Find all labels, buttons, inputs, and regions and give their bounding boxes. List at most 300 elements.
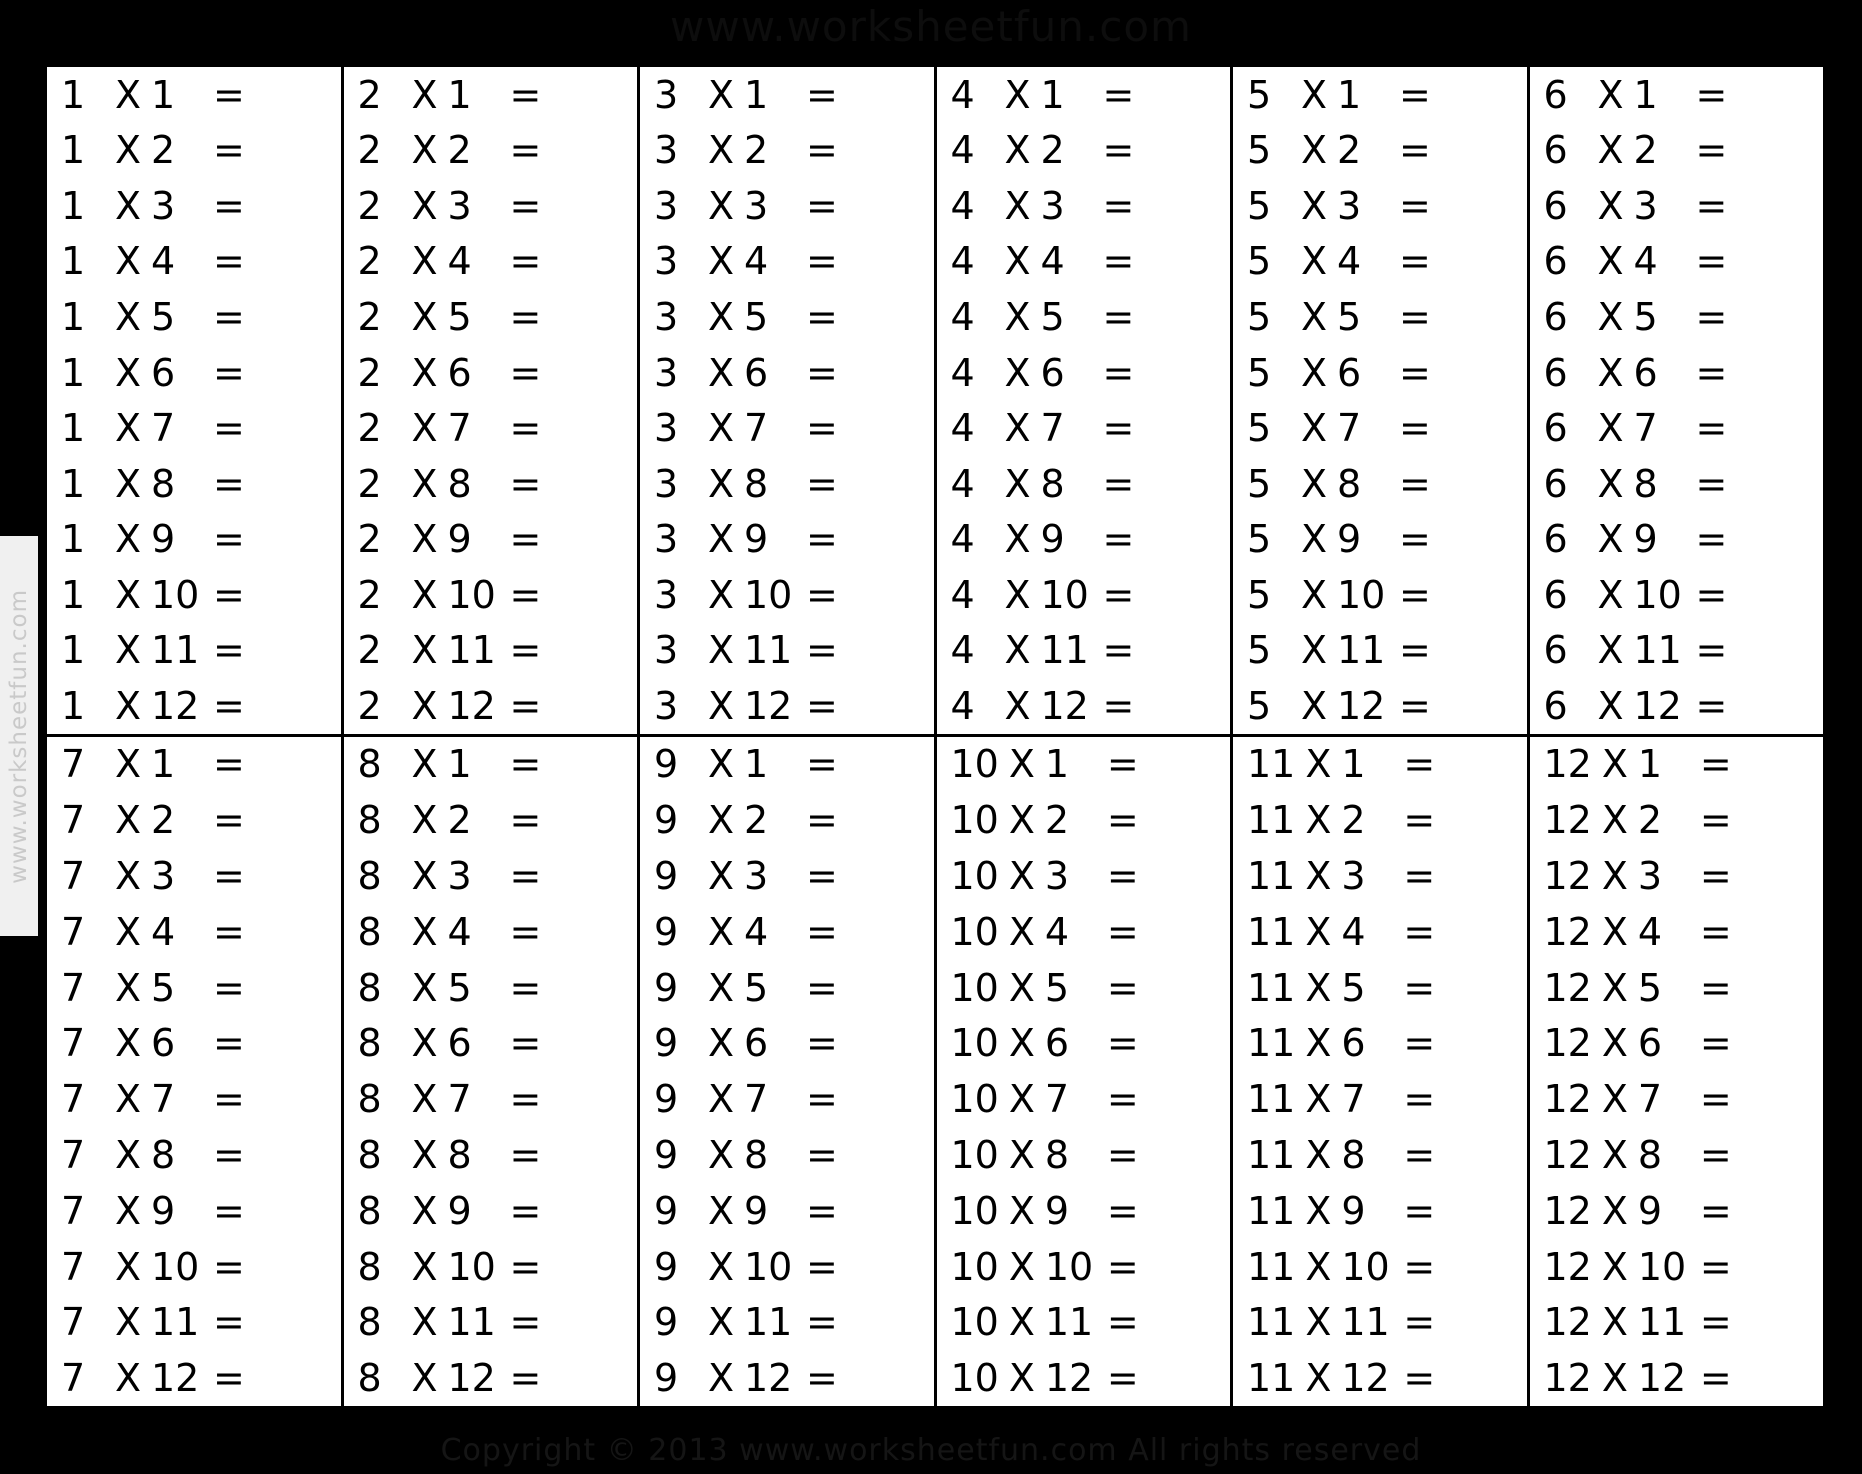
problem-row[interactable] [1530, 511, 1824, 567]
equals-sign: = [213, 572, 245, 617]
problem-row[interactable] [1233, 345, 1527, 401]
multiplier: 12 [1633, 683, 1682, 728]
multiply-operator: X [411, 128, 438, 173]
multiplicand: 12 [1543, 853, 1592, 898]
multiplier: 9 [1637, 1188, 1663, 1233]
problem-row[interactable] [640, 511, 934, 567]
multiplicand: 11 [1247, 742, 1296, 787]
problem-row[interactable] [640, 289, 934, 345]
multiplicand: 12 [1543, 1300, 1592, 1345]
multiplicand: 3 [654, 239, 679, 284]
multiplier: 8 [744, 1132, 769, 1177]
multiplier: 8 [1337, 461, 1362, 506]
multiplicand: 4 [950, 406, 975, 451]
problem-row[interactable] [640, 1183, 934, 1239]
problem-row[interactable] [640, 1239, 934, 1295]
multiplier: 8 [744, 461, 769, 506]
problem-row[interactable] [937, 737, 1231, 793]
problem-row[interactable] [937, 567, 1231, 623]
multiply-operator: X [1008, 1132, 1035, 1177]
problem-row[interactable] [47, 1239, 341, 1295]
multiplier: 4 [1633, 239, 1658, 284]
multiplier: 1 [744, 742, 769, 787]
problem-row[interactable] [344, 1127, 638, 1183]
multiplicand: 8 [357, 1300, 382, 1345]
problem-row[interactable] [47, 848, 341, 904]
problem-row[interactable] [937, 960, 1231, 1016]
multiplicand: 4 [950, 239, 975, 284]
multiply-operator: X [1597, 572, 1624, 617]
problem-row[interactable] [640, 1350, 934, 1406]
equals-sign: = [1399, 406, 1431, 451]
problem-row[interactable] [47, 289, 341, 345]
problem-row[interactable] [937, 289, 1231, 345]
multiplier: 6 [151, 1021, 176, 1066]
problem-row[interactable] [1530, 904, 1824, 960]
multiplicand: 3 [654, 628, 679, 673]
equals-sign: = [806, 406, 838, 451]
problem-row[interactable] [47, 960, 341, 1016]
multiply-operator: X [114, 239, 142, 284]
multiply-operator: X [1305, 1132, 1332, 1177]
equals-sign: = [806, 572, 838, 617]
problem-row[interactable] [47, 1183, 341, 1239]
multiply-operator: X [114, 517, 142, 562]
problem-row[interactable] [47, 345, 341, 401]
multiplier: 6 [744, 1021, 769, 1066]
problem-row[interactable] [344, 1071, 638, 1127]
multiplier: 6 [447, 1021, 472, 1066]
problem-row[interactable] [47, 178, 341, 234]
problem-row[interactable] [1233, 904, 1527, 960]
multiplicand: 3 [654, 683, 679, 728]
problem-row[interactable] [344, 234, 638, 290]
problem-row[interactable] [640, 678, 934, 734]
equals-sign: = [1699, 1244, 1732, 1289]
multiplicand: 2 [357, 572, 382, 617]
problem-row[interactable] [344, 511, 638, 567]
problem-row[interactable] [1530, 848, 1824, 904]
multiplicand: 8 [357, 853, 382, 898]
problem-row[interactable] [344, 123, 638, 179]
multiplicand: 5 [1247, 517, 1272, 562]
multiplicand: 6 [1543, 683, 1568, 728]
problem-row[interactable] [47, 792, 341, 848]
problem-row[interactable] [937, 1183, 1231, 1239]
multiplier: 5 [1040, 294, 1065, 339]
problem-row[interactable] [937, 1127, 1231, 1183]
problem-row[interactable] [344, 1294, 638, 1350]
problem-row[interactable] [937, 1294, 1231, 1350]
multiplicand: 10 [950, 965, 999, 1010]
problem-row[interactable] [1530, 1239, 1824, 1295]
problem-row[interactable] [640, 904, 934, 960]
problem-row[interactable] [47, 400, 341, 456]
multiplicand: 6 [1543, 628, 1568, 673]
multiply-operator: X [1300, 628, 1328, 673]
problem-row[interactable] [1233, 1294, 1527, 1350]
equals-sign: = [1399, 683, 1431, 728]
problem-row[interactable] [344, 792, 638, 848]
multiplier: 4 [447, 909, 472, 954]
problem-row[interactable] [344, 678, 638, 734]
problem-row[interactable] [47, 622, 341, 678]
multiplicand: 10 [950, 1021, 999, 1066]
problem-row[interactable] [640, 345, 934, 401]
problem-row[interactable] [47, 1350, 341, 1406]
multiplier: 7 [744, 1077, 769, 1122]
problem-row[interactable] [1233, 1183, 1527, 1239]
equals-sign: = [509, 183, 542, 228]
equals-sign: = [213, 798, 245, 843]
problem-row[interactable] [1233, 123, 1527, 179]
multiply-operator: X [1601, 798, 1628, 843]
multiplier: 2 [447, 798, 472, 843]
problem-row[interactable] [937, 345, 1231, 401]
multiplicand: 6 [1543, 406, 1568, 451]
multiplicand: 8 [357, 742, 382, 787]
multiplicand: 1 [61, 350, 86, 395]
multiply-operator: X [1008, 742, 1035, 787]
multiply-operator: X [1601, 1244, 1628, 1289]
problem-row[interactable] [937, 1239, 1231, 1295]
multiply-operator: X [707, 1300, 735, 1345]
multiplier: 5 [1337, 294, 1362, 339]
problem-row[interactable] [1530, 792, 1824, 848]
equals-sign: = [1695, 461, 1728, 506]
multiplicand: 12 [1543, 1356, 1592, 1401]
multiply-operator: X [707, 1021, 735, 1066]
problem-row[interactable] [1233, 1239, 1527, 1295]
multiplier: 5 [1633, 294, 1658, 339]
problem-row[interactable] [1233, 1350, 1527, 1406]
problem-row[interactable] [937, 67, 1231, 123]
problem-row[interactable] [1233, 567, 1527, 623]
equals-sign: = [1699, 1021, 1732, 1066]
multiply-operator: X [707, 72, 735, 117]
multiply-operator: X [114, 909, 142, 954]
problem-row[interactable] [937, 511, 1231, 567]
problem-row[interactable] [344, 567, 638, 623]
problem-row[interactable] [1530, 1015, 1824, 1071]
multiplicand: 4 [950, 128, 975, 173]
problem-row[interactable] [1530, 1350, 1824, 1406]
problem-row[interactable] [344, 289, 638, 345]
multiplicand: 5 [1247, 183, 1272, 228]
problem-row[interactable] [937, 848, 1231, 904]
multiplicand: 9 [654, 1021, 679, 1066]
multiply-operator: X [707, 294, 735, 339]
problem-row[interactable] [640, 960, 934, 1016]
problem-row[interactable] [344, 1239, 638, 1295]
multiply-operator: X [114, 461, 142, 506]
equals-sign: = [1106, 1300, 1139, 1345]
equals-sign: = [1695, 183, 1728, 228]
multiply-operator: X [1300, 572, 1328, 617]
problem-row[interactable] [1530, 960, 1824, 1016]
problem-row[interactable] [1530, 678, 1824, 734]
problem-row[interactable] [640, 456, 934, 512]
problem-row[interactable] [47, 1015, 341, 1071]
problem-row[interactable] [640, 67, 934, 123]
multiply-operator: X [1300, 183, 1328, 228]
multiplicand: 3 [654, 183, 679, 228]
equals-sign: = [1399, 517, 1431, 562]
multiplier: 11 [1341, 1300, 1390, 1345]
multiply-operator: X [1300, 517, 1328, 562]
problem-row[interactable] [1233, 622, 1527, 678]
multiplicand: 1 [61, 572, 86, 617]
problem-row[interactable] [640, 1015, 934, 1071]
multiplier: 2 [1341, 798, 1366, 843]
multiply-operator: X [1305, 1356, 1332, 1401]
problem-row[interactable] [47, 511, 341, 567]
problem-row[interactable] [640, 234, 934, 290]
problem-row[interactable] [1233, 234, 1527, 290]
problem-row[interactable] [1233, 456, 1527, 512]
problem-row[interactable] [1530, 234, 1824, 290]
equals-sign: = [806, 1244, 838, 1289]
problem-row[interactable] [47, 904, 341, 960]
multiplier: 1 [1341, 742, 1366, 787]
equals-sign: = [1699, 1188, 1732, 1233]
equals-sign: = [1699, 742, 1732, 787]
multiplier: 9 [744, 517, 769, 562]
equals-sign: = [509, 909, 542, 954]
problem-row[interactable] [1530, 400, 1824, 456]
multiply-operator: X [1008, 1077, 1035, 1122]
problem-row[interactable] [344, 178, 638, 234]
problem-row[interactable] [1233, 289, 1527, 345]
equals-sign: = [806, 683, 838, 728]
multiplier: 11 [151, 628, 200, 673]
problem-row[interactable] [344, 622, 638, 678]
problem-row[interactable] [47, 234, 341, 290]
problem-row[interactable] [47, 1127, 341, 1183]
problem-row[interactable] [640, 1294, 934, 1350]
problem-row[interactable] [47, 1294, 341, 1350]
problem-row[interactable] [47, 123, 341, 179]
multiplicand: 7 [61, 1132, 86, 1177]
multiplicand: 4 [950, 517, 975, 562]
multiplier: 8 [1341, 1132, 1366, 1177]
multiplicand: 9 [654, 965, 679, 1010]
multiplier: 4 [447, 239, 472, 284]
equals-sign: = [213, 1244, 245, 1289]
problem-row[interactable] [640, 1071, 934, 1127]
multiplicand: 7 [61, 909, 86, 954]
problem-row[interactable] [344, 737, 638, 793]
problem-row[interactable] [1530, 737, 1824, 793]
problem-row[interactable] [344, 67, 638, 123]
multiply-operator: X [114, 572, 142, 617]
problem-row[interactable] [1233, 848, 1527, 904]
multiply-operator: X [114, 1244, 142, 1289]
equals-sign: = [806, 517, 838, 562]
problem-row[interactable] [344, 456, 638, 512]
equals-sign: = [806, 128, 838, 173]
equals-sign: = [213, 909, 245, 954]
problem-row[interactable] [1530, 456, 1824, 512]
times-table-column-4 [937, 67, 1234, 734]
problem-row[interactable] [344, 400, 638, 456]
multiplier: 9 [447, 517, 472, 562]
problem-row[interactable] [937, 622, 1231, 678]
multiplier: 11 [447, 1300, 496, 1345]
problem-row[interactable] [937, 400, 1231, 456]
problem-row[interactable] [1233, 1071, 1527, 1127]
multiplicand: 7 [61, 853, 86, 898]
problem-row[interactable] [937, 123, 1231, 179]
problem-row[interactable] [640, 792, 934, 848]
equals-sign: = [213, 1077, 245, 1122]
problem-row[interactable] [344, 1015, 638, 1071]
problem-row[interactable] [1530, 178, 1824, 234]
problem-row[interactable] [640, 567, 934, 623]
problem-row[interactable] [937, 456, 1231, 512]
multiplicand: 12 [1543, 965, 1592, 1010]
problem-row[interactable] [1233, 792, 1527, 848]
equals-sign: = [806, 965, 838, 1010]
multiplicand: 11 [1247, 1021, 1296, 1066]
multiplier: 7 [1044, 1077, 1070, 1122]
problem-row[interactable] [1530, 289, 1824, 345]
multiply-operator: X [1305, 853, 1332, 898]
problem-row[interactable] [1233, 511, 1527, 567]
problem-row[interactable] [1530, 1294, 1824, 1350]
multiply-operator: X [707, 183, 735, 228]
problem-row[interactable] [1530, 567, 1824, 623]
equals-sign: = [1102, 461, 1135, 506]
problem-row[interactable] [1233, 678, 1527, 734]
multiplier: 9 [151, 517, 176, 562]
equals-sign: = [806, 1188, 838, 1233]
equals-sign: = [1699, 1300, 1732, 1345]
multiplier: 2 [1337, 128, 1362, 173]
multiply-operator: X [1305, 742, 1332, 787]
equals-sign: = [509, 128, 542, 173]
problem-row[interactable] [937, 1350, 1231, 1406]
multiplicand: 9 [654, 909, 679, 954]
equals-sign: = [509, 1188, 542, 1233]
equals-sign: = [806, 1356, 838, 1401]
problem-row[interactable] [1530, 1183, 1824, 1239]
problem-row[interactable] [1530, 67, 1824, 123]
problem-row[interactable] [937, 904, 1231, 960]
problem-row[interactable] [937, 178, 1231, 234]
times-table-column-7 [47, 737, 344, 1407]
multiplier: 3 [447, 853, 472, 898]
equals-sign: = [1102, 294, 1135, 339]
problem-row[interactable] [1233, 1127, 1527, 1183]
problem-row[interactable] [640, 123, 934, 179]
problem-row[interactable] [47, 737, 341, 793]
problem-row[interactable] [1233, 737, 1527, 793]
equals-sign: = [1699, 853, 1732, 898]
multiplier: 12 [447, 1356, 496, 1401]
multiplier: 11 [1044, 1300, 1094, 1345]
multiplicand: 2 [357, 461, 382, 506]
multiplier: 1 [1633, 72, 1658, 117]
multiply-operator: X [1008, 965, 1035, 1010]
multiplicand: 5 [1247, 406, 1272, 451]
multiply-operator: X [1004, 572, 1031, 617]
problem-row[interactable] [1530, 1071, 1824, 1127]
problem-row[interactable] [344, 960, 638, 1016]
equals-sign: = [213, 183, 245, 228]
equals-sign: = [1699, 1132, 1732, 1177]
multiplicand: 5 [1247, 72, 1272, 117]
problem-row[interactable] [937, 1071, 1231, 1127]
multiplicand: 5 [1247, 683, 1272, 728]
multiplier: 8 [1040, 461, 1065, 506]
problem-row[interactable] [47, 456, 341, 512]
multiplicand: 2 [357, 350, 382, 395]
multiplicand: 11 [1247, 1300, 1296, 1345]
problem-row[interactable] [47, 67, 341, 123]
multiplier: 6 [1337, 350, 1362, 395]
problem-row[interactable] [47, 678, 341, 734]
problem-row[interactable] [1233, 178, 1527, 234]
multiply-operator: X [411, 909, 438, 954]
problem-row[interactable] [47, 1071, 341, 1127]
equals-sign: = [213, 461, 245, 506]
problem-row[interactable] [1233, 1015, 1527, 1071]
multiply-operator: X [1300, 128, 1328, 173]
multiplier: 10 [151, 572, 200, 617]
multiplicand: 2 [357, 239, 382, 284]
multiply-operator: X [1008, 1300, 1035, 1345]
equals-sign: = [1699, 798, 1732, 843]
multiply-operator: X [1300, 72, 1328, 117]
multiplicand: 11 [1247, 965, 1296, 1010]
equals-sign: = [509, 683, 542, 728]
problem-row[interactable] [937, 1015, 1231, 1071]
multiplicand: 8 [357, 1356, 382, 1401]
problem-row[interactable] [1530, 345, 1824, 401]
multiplicand: 9 [654, 853, 679, 898]
times-table-column-1 [47, 67, 344, 734]
problem-row[interactable] [640, 178, 934, 234]
problem-row[interactable] [344, 1350, 638, 1406]
multiply-operator: X [707, 239, 735, 284]
problem-row[interactable] [640, 1127, 934, 1183]
problem-row[interactable] [1233, 400, 1527, 456]
problem-row[interactable] [640, 400, 934, 456]
multiplier: 6 [1044, 1021, 1070, 1066]
problem-row[interactable] [1530, 1127, 1824, 1183]
multiplier: 4 [1341, 909, 1366, 954]
problem-row[interactable] [937, 678, 1231, 734]
problem-row[interactable] [344, 848, 638, 904]
problem-row[interactable] [937, 792, 1231, 848]
problem-row[interactable] [1233, 960, 1527, 1016]
problem-row[interactable] [640, 737, 934, 793]
problem-row[interactable] [1530, 622, 1824, 678]
problem-row[interactable] [1530, 123, 1824, 179]
problem-row[interactable] [344, 904, 638, 960]
problem-row[interactable] [640, 848, 934, 904]
multiply-operator: X [1597, 128, 1624, 173]
multiplicand: 10 [950, 1300, 999, 1345]
multiplier: 2 [1633, 128, 1658, 173]
problem-row[interactable] [344, 1183, 638, 1239]
problem-row[interactable] [47, 567, 341, 623]
problem-row[interactable] [937, 234, 1231, 290]
problem-row[interactable] [1233, 67, 1527, 123]
problem-row[interactable] [640, 622, 934, 678]
problem-row[interactable] [344, 345, 638, 401]
